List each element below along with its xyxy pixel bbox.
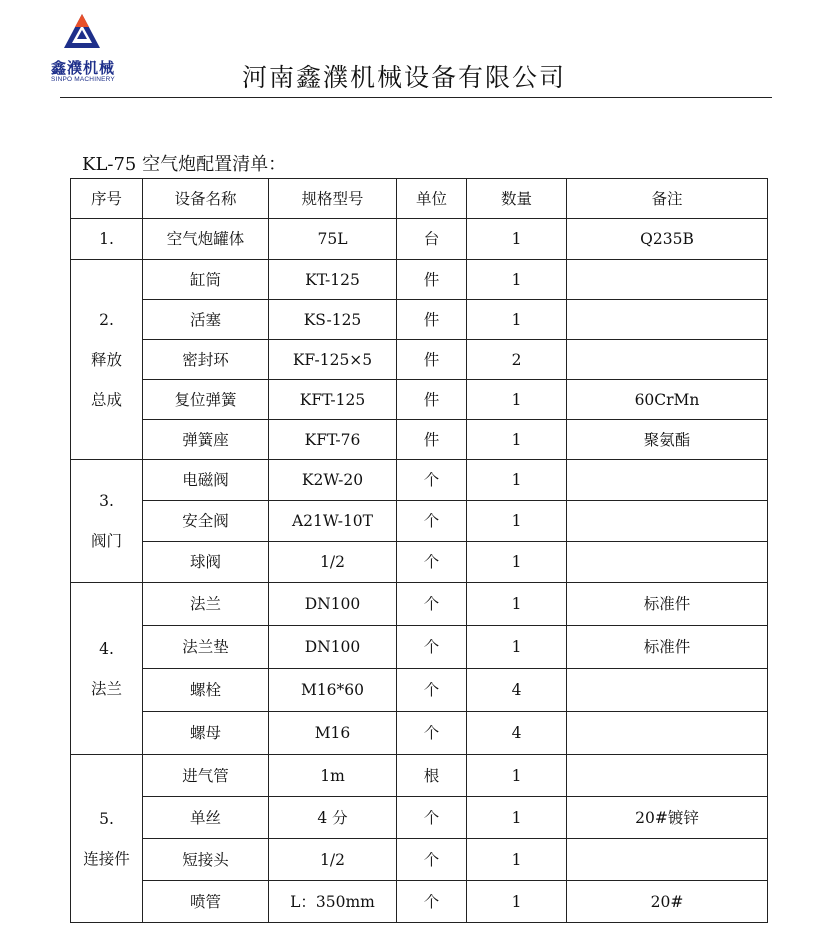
cell-qty: 1	[467, 501, 567, 542]
cell-name: 螺母	[143, 712, 269, 755]
group-number: 3.	[99, 492, 114, 510]
cell-name: 法兰	[143, 583, 269, 626]
cell-unit: 个	[397, 797, 467, 839]
logo-text-cn: 鑫濮机械	[50, 59, 115, 77]
table-row	[71, 712, 768, 755]
table-row	[71, 501, 768, 542]
cell-note: Q235B	[567, 219, 768, 260]
cell-name: 进气管	[143, 755, 269, 797]
cell-unit: 个	[397, 669, 467, 712]
group-label: 总成	[90, 390, 122, 409]
table-row	[71, 839, 768, 881]
column-header-unit: 单位	[397, 179, 467, 219]
table-row	[71, 420, 768, 460]
cell-unit: 件	[397, 380, 467, 420]
table-row	[71, 340, 768, 380]
cell-spec: KS-125	[269, 300, 397, 340]
cell-qty: 1	[467, 219, 567, 260]
cell-name: 活塞	[143, 300, 269, 340]
cell-unit: 个	[397, 460, 467, 501]
group-cell	[71, 260, 143, 460]
group-number: 1.	[99, 230, 114, 248]
table-row	[71, 881, 768, 923]
cell-unit: 件	[397, 260, 467, 300]
cell-spec: 75L	[269, 219, 397, 260]
table-row	[71, 755, 768, 797]
cell-note	[567, 260, 768, 300]
table-row	[71, 797, 768, 839]
cell-unit: 个	[397, 626, 467, 669]
table-row	[71, 460, 768, 501]
cell-spec: DN100	[269, 583, 397, 626]
cell-qty: 1	[467, 460, 567, 501]
column-header-spec: 规格型号	[269, 179, 397, 219]
group-label: 法兰	[90, 679, 122, 698]
cell-qty: 1	[467, 380, 567, 420]
cell-unit: 件	[397, 300, 467, 340]
cell-name: 球阀	[143, 542, 269, 583]
cell-note	[567, 460, 768, 501]
cell-name: 单丝	[143, 797, 269, 839]
cell-spec: L：350mm	[269, 881, 397, 923]
cell-name: 弹簧座	[143, 420, 269, 460]
cell-name: 安全阀	[143, 501, 269, 542]
cell-name: 法兰垫	[143, 626, 269, 669]
table-row	[71, 219, 768, 260]
group-label: 释放	[90, 350, 122, 369]
cell-note	[567, 340, 768, 380]
group-cell	[71, 460, 143, 583]
cell-qty: 4	[467, 712, 567, 755]
cell-note	[567, 542, 768, 583]
logo-text-en: SINPO MACHINERY	[51, 76, 115, 83]
cell-qty: 1	[467, 797, 567, 839]
cell-qty: 1	[467, 755, 567, 797]
group-number: 5.	[99, 809, 114, 828]
column-header-index: 序号	[71, 179, 143, 219]
cell-note	[567, 712, 768, 755]
cell-note	[567, 839, 768, 881]
group-cell	[71, 583, 143, 755]
group-label: 连接件	[83, 849, 130, 868]
cell-spec: 1m	[269, 755, 397, 797]
cell-qty: 2	[467, 340, 567, 380]
group-label: 阀门	[90, 532, 122, 550]
cell-name: 复位弹簧	[143, 380, 269, 420]
cell-spec: DN100	[269, 626, 397, 669]
cell-qty: 1	[467, 583, 567, 626]
header-divider	[60, 97, 772, 98]
cell-note	[567, 669, 768, 712]
cell-name: 密封环	[143, 340, 269, 380]
cell-spec: KT-125	[269, 260, 397, 300]
cell-note: 聚氨酯	[567, 420, 768, 460]
cell-note: 标准件	[567, 626, 768, 669]
cell-note: 20#	[567, 881, 768, 923]
table-row	[71, 380, 768, 420]
cell-note	[567, 755, 768, 797]
cell-name: 缸筒	[143, 260, 269, 300]
table-row	[71, 300, 768, 340]
cell-name: 喷管	[143, 881, 269, 923]
column-header-name: 设备名称	[143, 179, 269, 219]
cell-unit: 件	[397, 340, 467, 380]
cell-qty: 1	[467, 300, 567, 340]
table-row	[71, 626, 768, 669]
cell-spec: 1/2	[269, 839, 397, 881]
company-logo	[44, 12, 120, 84]
cell-note	[567, 300, 768, 340]
document-title: KL-75 空气炮配置清单：	[82, 154, 287, 175]
cell-spec: M16	[269, 712, 397, 755]
cell-qty: 4	[467, 669, 567, 712]
cell-qty: 1	[467, 626, 567, 669]
cell-spec: 4 分	[269, 797, 397, 839]
cell-qty: 1	[467, 881, 567, 923]
cell-unit: 个	[397, 583, 467, 626]
cell-note: 标准件	[567, 583, 768, 626]
cell-unit: 根	[397, 755, 467, 797]
configuration-table	[70, 178, 768, 923]
cell-unit: 个	[397, 839, 467, 881]
cell-spec: K2W-20	[269, 460, 397, 501]
cell-spec: KFT-76	[269, 420, 397, 460]
table-body	[71, 219, 768, 923]
table-row	[71, 260, 768, 300]
cell-spec: KFT-125	[269, 380, 397, 420]
cell-unit: 个	[397, 542, 467, 583]
cell-note: 60CrMn	[567, 380, 768, 420]
column-header-qty: 数量	[467, 179, 567, 219]
cell-name: 短接头	[143, 839, 269, 881]
cell-qty: 1	[467, 260, 567, 300]
cell-unit: 个	[397, 712, 467, 755]
group-cell	[71, 755, 143, 923]
group-number: 4.	[99, 639, 114, 658]
cell-note	[567, 501, 768, 542]
cell-qty: 1	[467, 839, 567, 881]
table-row	[71, 669, 768, 712]
table-row	[71, 542, 768, 583]
cell-spec: 1/2	[269, 542, 397, 583]
cell-spec: A21W-10T	[269, 501, 397, 542]
cell-name: 空气炮罐体	[143, 219, 269, 260]
cell-spec: KF-125×5	[269, 340, 397, 380]
cell-unit: 件	[397, 420, 467, 460]
cell-unit: 个	[397, 881, 467, 923]
cell-name: 螺栓	[143, 669, 269, 712]
logo-triangle-icon	[62, 12, 102, 52]
cell-qty: 1	[467, 542, 567, 583]
group-number: 2.	[99, 310, 114, 329]
cell-unit: 个	[397, 501, 467, 542]
group-cell	[71, 219, 143, 260]
cell-qty: 1	[467, 420, 567, 460]
table-header-row	[71, 179, 768, 219]
cell-note: 20#镀锌	[567, 797, 768, 839]
cell-unit: 台	[397, 219, 467, 260]
table-row	[71, 583, 768, 626]
company-name: 河南鑫濮机械设备有限公司	[242, 63, 567, 92]
column-header-note: 备注	[567, 179, 768, 219]
cell-name: 电磁阀	[143, 460, 269, 501]
cell-spec: M16*60	[269, 669, 397, 712]
